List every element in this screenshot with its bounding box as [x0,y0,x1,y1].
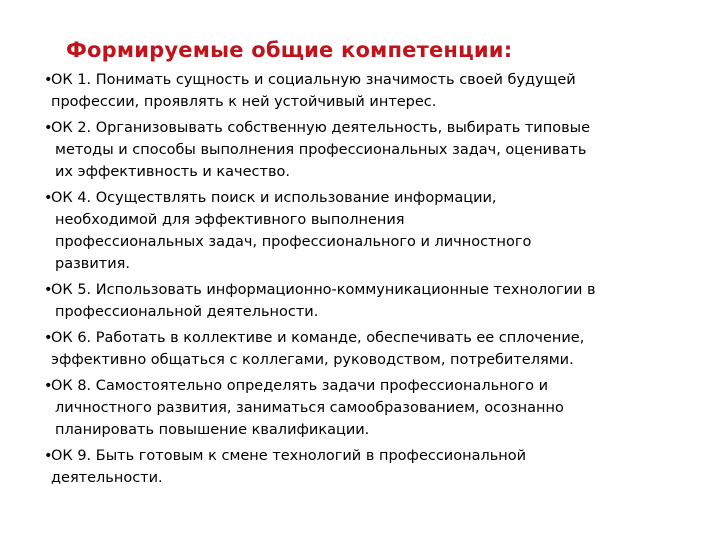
competency-text-line: их эффективность и качество. [55,164,290,180]
competency-text-line: профессии, проявлять к ней устойчивый интерес. [51,94,437,110]
competency-text-line: личностного развития, заниматься самообразованием, осознанно [55,400,564,416]
bullet-icon: • [44,190,53,206]
competency-text-line: методы и способы выполнения профессиональных задач, оценивать [55,142,587,158]
competency-text-line: профессиональных задач, профессионального и личностного [55,234,532,250]
competency-text-line: ОК 1. Понимать сущность и социальную значимость своей будущей [51,72,576,88]
bullet-icon: • [44,448,53,464]
competency-text-line: профессиональной деятельности. [55,304,319,320]
competency-item-ok6 [44,327,694,371]
competency-text-line: ОК 2. Организовывать собственную деятельность, выбирать типовые [51,120,590,136]
competency-item-ok1 [44,69,694,113]
competency-item-ok9 [44,445,694,489]
competency-item-ok2 [44,117,694,183]
bullet-icon: • [44,282,53,298]
competency-text-line: развития. [55,256,130,272]
bullet-icon: • [44,120,53,136]
bullet-icon: • [44,330,53,346]
competency-text-line: ОК 9. Быть готовым к смене технологий в профессиональной [51,448,527,464]
slide-title: Формируемые общие компетенции: [66,38,513,62]
competency-text-line: эффективно общаться с коллегами, руководством, потребителями. [51,352,574,368]
competency-text-line: ОК 5. Использовать информационно-коммуникационные технологии в [51,282,596,298]
competency-text-line: планировать повышение квалификации. [55,422,370,438]
competency-text-line: ОК 6. Работать в коллективе и команде, обеспечивать ее сплочение, [51,330,585,346]
competency-item-ok5 [44,279,694,323]
competency-text-line: необходимой для эффективного выполнения [55,212,405,228]
competency-list [44,69,694,493]
competency-text-line: ОК 8. Самостоятельно определять задачи профессионального и [51,378,549,394]
bullet-icon: • [44,72,53,88]
competency-item-ok4 [44,187,694,275]
competency-text-line: ОК 4. Осуществлять поиск и использование информации, [51,190,497,206]
bullet-icon: • [44,378,53,394]
competency-item-ok8 [44,375,694,441]
competency-text-line: деятельности. [51,470,163,486]
